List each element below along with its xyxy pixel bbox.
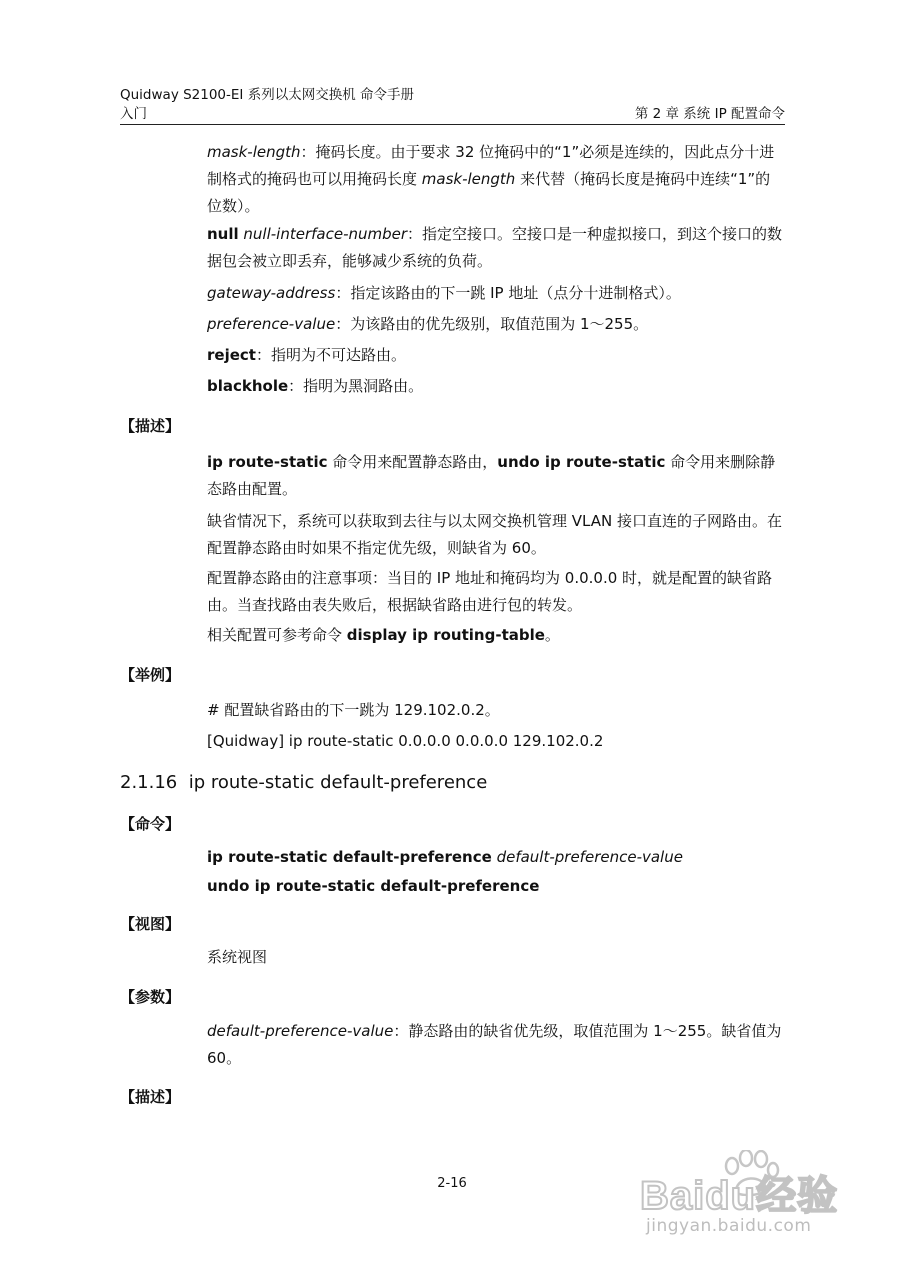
command-argument: default-preference-value — [496, 848, 683, 866]
param-keyword: reject — [207, 346, 256, 364]
param-default-preference-value — [207, 1018, 785, 1072]
param-term: gateway-address — [207, 284, 336, 302]
param-text: 来代替（掩码长度是掩码中连续“1”的位数）。 — [207, 170, 771, 215]
param-keyword: null — [207, 225, 239, 243]
param-keyword: blackhole — [207, 377, 289, 395]
command-keyword: undo ip route-static default-preference — [207, 877, 540, 895]
param-blackhole — [207, 373, 785, 400]
section-heading-description: 【描述】 — [120, 1088, 181, 1106]
command-syntax — [207, 844, 785, 871]
section-title — [120, 771, 487, 795]
header-rule — [120, 124, 785, 125]
param-term: mask-length — [207, 143, 301, 161]
command-keyword: display ip routing-table — [346, 626, 545, 644]
example-command: [Quidway] ip route-static 0.0.0.0 0.0.0.0 129.102.0.2 — [207, 732, 604, 750]
param-gateway-address — [207, 280, 785, 307]
page-number: 2-16 — [437, 1176, 467, 1191]
watermark-url: jingyan.baidu.com — [646, 1216, 812, 1236]
view-text: 系统视图 — [207, 948, 268, 966]
header-chapter: 第 2 章 系统 IP 配置命令 — [634, 106, 785, 122]
section-name: ip route-static default-preference — [188, 772, 488, 793]
description-paragraph: 缺省情况下，系统可以获取到去往与以太网交换机管理 VLAN 接口直连的子网路由。在配置静态路由时如果不指定优先级，则缺省为 60。 — [207, 512, 782, 557]
command-keyword: undo ip route-static — [497, 453, 666, 471]
section-heading-example: 【举例】 — [120, 666, 181, 684]
param-null-interface — [207, 221, 785, 275]
description-text: 命令用来配置静态路由， — [327, 453, 498, 471]
command-syntax-undo — [207, 873, 785, 900]
param-term: default-preference-value — [207, 1022, 394, 1040]
description-paragraph — [207, 622, 785, 649]
description-text: 相关配置可参考命令 — [207, 626, 347, 644]
header-title: Quidway S2100-EI 系列以太网交换机 命令手册 — [120, 87, 414, 103]
section-number: 2.1.16 — [120, 772, 178, 793]
param-text: ：指定空接口。空接口是一种虚拟接口，到这个接口的数据包会被立即丢弃，能够减少系统的负荷。 — [207, 225, 783, 270]
description-text: 。 — [544, 626, 560, 644]
example-comment: # 配置缺省路由的下一跳为 129.102.0.2。 — [207, 701, 500, 719]
baidu-watermark — [640, 1150, 890, 1260]
param-reject — [207, 342, 785, 369]
section-heading-view: 【视图】 — [120, 915, 181, 933]
command-keyword: ip route-static default-preference — [207, 848, 492, 866]
param-preference-value — [207, 311, 785, 338]
description-paragraph: 配置静态路由的注意事项：当目的 IP 地址和掩码均为 0.0.0.0 时，就是配置的缺省路由。当查找路由表失败后，根据缺省路由进行包的转发。 — [207, 569, 773, 614]
param-term: mask-length — [421, 170, 516, 188]
param-text: ：指明为黑洞路由。 — [288, 377, 424, 395]
param-mask-length — [207, 139, 785, 220]
param-text: ：掩码长度。由于要求 32 位掩码中的“1”必须是连续的，因此点分十进制格式的掩码也可以用掩码长度 — [207, 143, 775, 188]
param-term: preference-value — [207, 315, 336, 333]
description-text: 命令用来删除静态路由配置。 — [207, 453, 776, 498]
param-text: ：指明为不可达路由。 — [255, 346, 406, 364]
param-text: ：静态路由的缺省优先级，取值范围为 1～255。缺省值为 60。 — [207, 1022, 782, 1067]
section-heading-parameters: 【参数】 — [120, 988, 181, 1006]
param-term: null-interface-number — [243, 225, 408, 243]
section-heading-command: 【命令】 — [120, 815, 181, 833]
section-heading-description: 【描述】 — [120, 417, 181, 435]
watermark-brand: Baidu经验 — [640, 1174, 839, 1218]
description-paragraph — [207, 449, 785, 503]
header-left-sub: 入门 — [120, 106, 147, 122]
param-text: ：为该路由的优先级别，取值范围为 1～255。 — [335, 315, 649, 333]
param-text: ：指定该路由的下一跳 IP 地址（点分十进制格式）。 — [335, 284, 681, 302]
command-keyword: ip route-static — [207, 453, 328, 471]
